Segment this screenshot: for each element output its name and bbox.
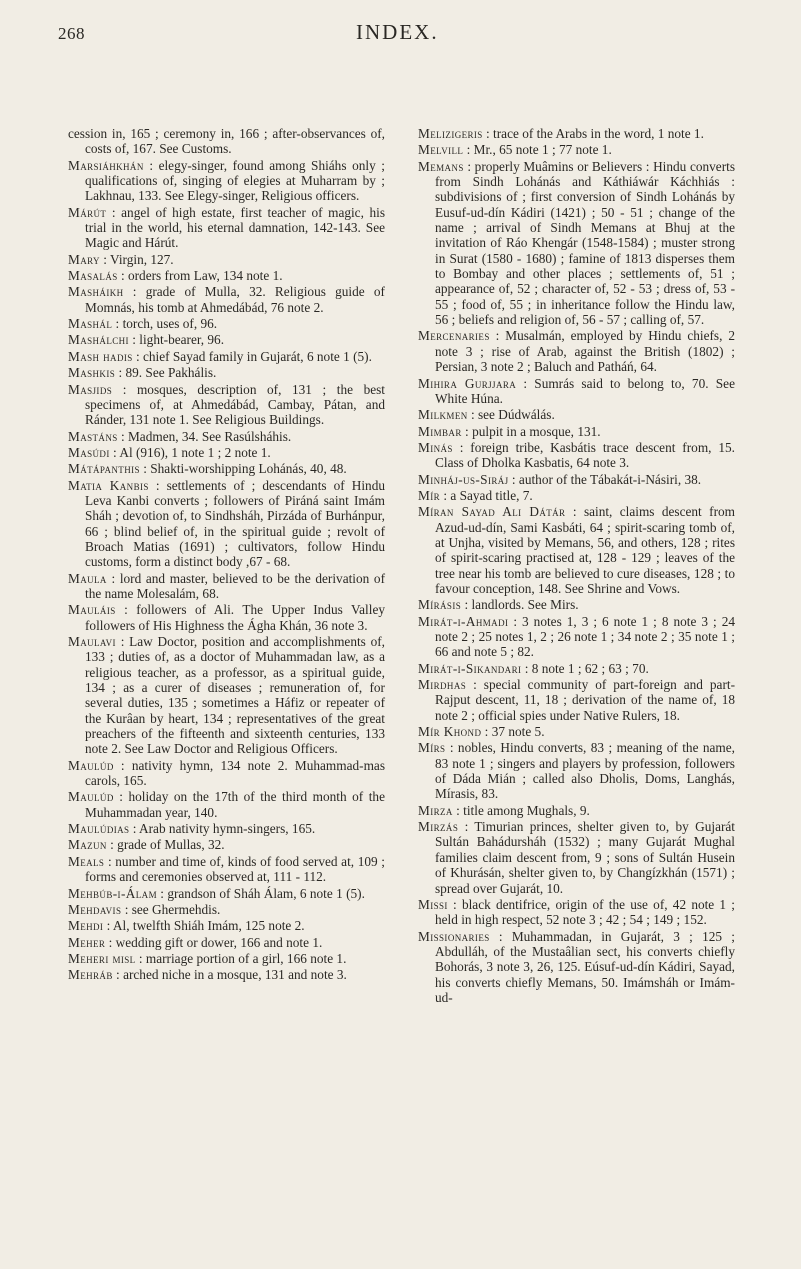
index-entry-body [418, 407, 735, 423]
index-entry-body [68, 365, 385, 381]
index-column-right [418, 126, 735, 1006]
index-headword: Mehbúb-i-Álam [68, 885, 157, 901]
index-entry [68, 886, 385, 901]
index-entry-text: : Al (916), 1 note 1 ; 2 note 1. [109, 444, 271, 460]
index-entry-text: : Arab nativity hymn-singers, 165. [129, 821, 316, 837]
index-entry [68, 571, 385, 602]
index-entry-text: : number and time of, kinds of food served at, 109 ; forms and ceremonies observed at, 111 - 112. [85, 853, 385, 885]
index-entry-text: : 3 notes 1, 3 ; 6 note 1 ; 8 note 3 ; 24 note 2 ; 25 notes 1, 2 ; 26 note 1 ; 34 note 2 ; 35 note 1 ; 66 and note 5 ; 82. [435, 613, 735, 660]
index-headword: Maulúd [68, 789, 114, 805]
index-column-left [68, 126, 385, 984]
index-entry-text: : elegy-singer, found among Shiáhs only ; qualifications of, singing of elegies at Muharram by ; Lakhnau, 133. See Elegy-singer, Religious officers. [85, 157, 385, 204]
index-entry [68, 951, 385, 966]
index-entry [418, 488, 735, 503]
index-entry-text: : Sumrás said to belong to, 70. See White Húna. [435, 375, 735, 406]
index-entry-text: : Muhammadan, in Gujarát, 3 ; 125 ; Abdulláh, of the Mustaâlian sect, his converts chiefly Bohorás, 3 note 3, 26, 125. Eúsuf-ud-dín Kádiri, Sayad, his converts chiefly Memans, 50. Imámsháh or Imám-ud- [435, 928, 735, 1005]
index-entry-body [418, 487, 735, 503]
index-entry-text: : black dentifrice, origin of the use of, 42 note 1 ; held in high respect, 52 note 3 ; 42 ; 54 ; 149 ; 152. [435, 896, 735, 928]
index-entry-body [68, 381, 385, 428]
index-entry [418, 597, 735, 612]
index-entry-body [68, 204, 385, 251]
index-entry [418, 424, 735, 439]
index-headword: Mirát-i-Sikandari [418, 660, 522, 676]
index-entry-text: : Musalmán, employed by Hindu chiefs, 2 note 3 ; rise of Arab, against the British (1802) ; Persian, 3 note 2 ; Baluch and Patháń, 64. [435, 328, 735, 375]
index-entry [418, 740, 735, 801]
index-entry-text: : nobles, Hindu converts, 83 ; meaning of the name, 83 note 1 ; singers and players by profession, followers of Dáda Mián ; called also Dholis, Doms, Langhás, Mírasis, 83. [435, 740, 735, 802]
index-entry-body [68, 428, 385, 444]
running-title: INDEX. [356, 20, 439, 44]
index-entry-text: : angel of high estate, first teacher of magic, his trial in the world, his eternal damnation, 142-143. See Magic and Hárút. [85, 204, 385, 251]
index-entry-body [68, 885, 385, 901]
index-entry-body [418, 439, 735, 471]
index-entry-body [418, 142, 735, 158]
index-headword: Marsiáhkhán [68, 157, 144, 173]
index-entry-body [68, 901, 385, 917]
index-entry [418, 819, 735, 896]
index-entry-text: : chief Sayad family in Gujarát, 6 note 1 (5). [132, 348, 372, 364]
index-entry-body [418, 471, 735, 487]
index-entry-body [418, 660, 735, 676]
index-headword: Melvill [418, 142, 464, 158]
index-headword: Missi [418, 896, 448, 912]
index-entry-body [418, 328, 735, 375]
index-entry-body [68, 837, 385, 853]
index-headword: Melizigeris [418, 126, 483, 141]
index-headword: Masúdi [68, 444, 110, 460]
index-entry-body [68, 126, 385, 157]
index-entry [418, 724, 735, 739]
index-entry-body [68, 967, 385, 983]
index-headword: Mehdavis [68, 901, 122, 917]
index-headword: Mátápanthis [68, 461, 140, 477]
index-entry [418, 661, 735, 676]
index-entry [68, 126, 385, 157]
index-entry [68, 382, 385, 428]
page-header [0, 0, 801, 60]
index-headword: Mirzás [418, 819, 459, 835]
index-headword: Mírásis [418, 597, 462, 613]
index-entry-body [68, 444, 385, 460]
index-entry [418, 897, 735, 928]
index-entry [68, 284, 385, 315]
index-headword: Mimbar [418, 423, 462, 439]
index-headword: Márút [68, 204, 107, 220]
index-entry [68, 158, 385, 204]
index-entry-text: cession in, 165 ; ceremony in, 166 ; after-observances of, costs of, 167. See Customs. [68, 126, 385, 157]
index-entry-body [418, 126, 735, 141]
index-entry-body [68, 461, 385, 477]
index-entry-text: : followers of Ali. The Upper Indus Valley followers of His Highness the Ágha Khán, 36 note 3. [85, 602, 385, 633]
index-entry-text: : mosques, description of, 131 ; the best specimens of, at Ahmedábád, Cambay, Pátan, and Ránder, 131 note 1. See Religious Buildings. [85, 381, 385, 428]
index-headword: Minás [418, 439, 453, 455]
index-entry-text: : Shakti-worshipping Lohánás, 40, 48. [139, 461, 347, 477]
index-entry-body [68, 918, 385, 934]
index-entry [418, 407, 735, 422]
index-entry-text: : pulpit in a mosque, 131. [461, 423, 601, 439]
index-headword: Meher [68, 934, 106, 950]
index-entry-body [68, 602, 385, 633]
index-entry [418, 614, 735, 660]
index-entry [68, 478, 385, 570]
index-headword: Mazun [68, 837, 107, 853]
index-entry-body [418, 597, 735, 613]
index-headword: Masalás [68, 268, 118, 284]
index-headword: Mírs [418, 740, 446, 756]
index-entry [418, 803, 735, 818]
index-entry [68, 349, 385, 364]
index-entry-text: : title among Mughals, 9. [452, 802, 590, 818]
index-entry [68, 445, 385, 460]
index-entry-text: : 8 note 1 ; 62 ; 63 ; 70. [521, 660, 649, 676]
index-entry [68, 902, 385, 917]
index-entry [418, 328, 735, 374]
index-entry [418, 159, 735, 328]
index-entry [68, 821, 385, 836]
index-entry-text: : Al, twelfth Shiáh Imám, 125 note 2. [103, 918, 305, 934]
index-entry [68, 365, 385, 380]
index-entry [68, 332, 385, 347]
index-entry-body [418, 819, 735, 896]
index-entry-text: : Timurian princes, shelter given to, by Gujarát Sultán Bahádursháh (1532) ; many Gujarát Mughal families claim descent from, 9 ; sons of Sultán Husein of Khurásán, shelter given to, by Changízkhán (1571) ; spread over Gujarát, 10. [435, 819, 735, 896]
index-headword: Mír Khond [418, 724, 482, 740]
index-headword: Mirza [418, 802, 453, 818]
index-entry-text: : torch, uses of, 96. [112, 316, 218, 332]
index-entry-text: : wedding gift or dower, 166 and note 1. [105, 934, 323, 950]
index-entry-text: : orders from Law, 134 note 1. [117, 268, 283, 284]
index-entry-body [418, 802, 735, 818]
index-entry-body [68, 570, 385, 602]
index-entry [418, 504, 735, 596]
index-entry [68, 967, 385, 982]
index-headword: Missionaries [418, 928, 490, 944]
index-entry-text: : light-bearer, 96. [128, 332, 225, 348]
index-headword: Mashkis [68, 365, 116, 381]
index-entry-text: : see Ghermehdis. [121, 901, 221, 917]
index-entry-text: : arched niche in a mosque, 131 and note 3. [112, 967, 347, 983]
index-entry-body [68, 821, 385, 837]
index-entry-body [68, 316, 385, 332]
index-headword: Meheri misl [68, 950, 136, 966]
index-headword: Mashál [68, 316, 113, 332]
index-entry-text: : grandson of Sháh Álam, 6 note 1 (5). [156, 885, 365, 901]
index-entry [418, 142, 735, 157]
index-entry [68, 837, 385, 852]
index-entry [418, 472, 735, 487]
page-number: 268 [58, 24, 85, 43]
index-entry-text: : grade of Mullas, 32. [106, 837, 225, 853]
index-headword: Mastáns [68, 428, 118, 444]
index-entry [68, 634, 385, 757]
index-entry-body [418, 677, 735, 723]
index-entry [68, 316, 385, 331]
index-headword: Maulúd [68, 757, 114, 773]
index-entry-body [68, 757, 385, 789]
index-entry [418, 376, 735, 407]
index-entry [418, 929, 735, 1006]
index-entry-body [418, 613, 735, 660]
index-entry-body [68, 789, 385, 820]
index-entry-body [68, 332, 385, 348]
index-entry-body [68, 268, 385, 284]
index-entry [68, 461, 385, 476]
index-entry [68, 429, 385, 444]
index-entry-text: : grade of Mulla, 32. Religious guide of Momnás, his tomb at Ahmedábád, 76 note 2. [85, 284, 385, 315]
index-headword: Mír [418, 487, 441, 503]
index-headword: Minháj-us-Siráj [418, 471, 509, 487]
index-entry-text: : Mr., 65 note 1 ; 77 note 1. [463, 142, 612, 158]
index-entry [68, 918, 385, 933]
index-headword: Mehdi [68, 918, 104, 934]
index-entry-text: : Virgin, 127. [99, 251, 174, 267]
index-headword: Mirát-i-Ahmadi [418, 613, 509, 629]
index-headword: Mauláis [68, 602, 116, 618]
index-entry-text: : author of the Tábakát-i-Násiri, 38. [508, 471, 702, 487]
index-entry [418, 677, 735, 723]
index-entry [418, 440, 735, 471]
index-entry-body [68, 251, 385, 267]
index-headword: Milkmen [418, 407, 468, 423]
index-entry-body [68, 477, 385, 570]
index-entry-text: : 89. See Pakhális. [115, 365, 217, 381]
index-headword: Matia Kanbis [68, 477, 149, 493]
index-entry-text: : settlements of ; descendants of Hindu Leva Kanbi converts ; followers of Piráná saint Imám Sháh ; devotion of, to Sindhsháh, Pirzáda of Burhánpur, 66 ; blind belief of, in the spiritual guide ; revolt of Broach Matias (1691) ; cultivators, follow Hindu customs, form a distinct body ,67 - 68. [85, 477, 385, 570]
index-headword: Mash hadis [68, 348, 133, 364]
index-entry-body [418, 928, 735, 1006]
index-entry-text: : properly Muâmins or Believers : Hindu converts from Sindh Lohánás and Káthiáwár Káchhiás : subdivisions of ; first conversion of Sindh Lohánás by Eusuf-ud-dín Kádiri (1421) ; 50 - 51 ; change of the name ; arrival of Sindh Memans at Bhuj at the invitation of Ráo Khengár (1548-1584) ; muster strong in Surat (1580 - 1680) ; famine of 1813 disperses them to Bombay and other places ; settlements of, 51 ; appearance of, 52 ; character of, 52 - 53 ; dress of, 53 - 55 ; food of, 55 ; in inheritance follow the Hindu law, 56 ; beliefs and religion of, 56 - 57 ; calling of, 57. [435, 158, 735, 328]
index-entry [68, 268, 385, 283]
index-headword: Mehráb [68, 967, 113, 983]
index-entry-body [418, 158, 735, 328]
index-headword: Mary [68, 251, 100, 267]
index-headword: Meals [68, 853, 105, 869]
index-headword: Masjids [68, 381, 113, 397]
index-headword: Mercenaries [418, 328, 490, 344]
index-entry-text: : saint, claims descent from Azud-ud-dín, Sami Kasbáti, 64 ; spirit-scaring tomb of, at Unjha, visited by Memans, 56, and others, 128 ; rites of spirit-scaring practised at, 128 - 129 ; leaves of the tree near his tomb are believed to cure diseases, 128 ; to favour conception, 148. See Shrine and Vows. [435, 504, 735, 596]
index-entry-body [418, 504, 735, 596]
index-entry-body [68, 157, 385, 204]
index-headword: Mashálchi [68, 332, 129, 348]
index-headword: Mihira Gurjjara [418, 375, 517, 391]
index-entry-body [418, 423, 735, 439]
index-entry [68, 252, 385, 267]
index-entry [418, 126, 735, 141]
index-entry-body [68, 634, 385, 757]
index-entry [68, 789, 385, 820]
index-entry-text: : Law Doctor, position and accomplishments of, 133 ; duties of, as a doctor of Muhammadan law, as a religious teacher, as a professor, as a spiritual guide, 134 ; as a curer of diseases ; remuneration of, for several duties, 135 ; sometimes a Háfiz or repeater of the Kurâan by heart, 134 ; representatives of the great preachers of the fifteenth and sixteenth centuries, 133 note 2. See Law Doctor and Religious Officers. [85, 634, 385, 757]
index-entry [68, 854, 385, 885]
index-entry-text: : special community of part-foreign and part-Rajput descent, 11, 18 ; derivation of the name of, 18 note 2 ; official spies under Native Rulers, 18. [435, 677, 735, 723]
index-entry [68, 205, 385, 251]
index-headword: Masháikh [68, 284, 124, 300]
index-entry-text: : lord and master, believed to be the derivation of the name Molesalám, 68. [85, 570, 385, 601]
index-entry-text: : holiday on the 17th of the third month of the Muhammadan year, 140. [85, 789, 385, 820]
index-entry-body [68, 348, 385, 364]
index-entry [68, 602, 385, 633]
index-entry-text: : Madmen, 34. See Rasúlsháhis. [117, 428, 292, 444]
index-entry-body [68, 950, 385, 966]
index-entry [68, 758, 385, 789]
index-entry-text: : see Dúdwálás. [467, 407, 555, 423]
index-headword: Memans [418, 158, 464, 174]
index-entry-body [418, 724, 735, 740]
index-entry-text: : a Sayad title, 7. [440, 487, 533, 503]
index-headword: Maulavi [68, 634, 116, 649]
index-entry [68, 935, 385, 950]
index-entry-body [418, 740, 735, 802]
index-entry-text: : 37 note 5. [481, 724, 545, 740]
index-entry-text: : marriage portion of a girl, 166 note 1. [135, 950, 347, 966]
index-entry-body [418, 375, 735, 407]
index-entry-body [68, 284, 385, 315]
index-headword: Míran Sayad Ali Dátár [418, 504, 566, 520]
index-headword: Maula [68, 570, 107, 586]
index-entry-text: : landlords. See Mirs. [461, 597, 579, 613]
index-headword: Mirdhas [418, 677, 467, 693]
index-entry-text: : nativity hymn, 134 note 2. Muhammad-mas carols, 165. [85, 757, 385, 789]
index-entry-body [418, 896, 735, 928]
index-entry-text: : foreign tribe, Kasbátis trace descent from, 15. Class of Dholka Kasbatis, 64 note 3. [435, 439, 735, 471]
index-entry-body [68, 934, 385, 950]
index-headword: Maulúdias [68, 821, 130, 837]
index-entry-body [68, 853, 385, 885]
index-entry-text: : trace of the Arabs in the word, 1 note 1. [482, 126, 704, 141]
